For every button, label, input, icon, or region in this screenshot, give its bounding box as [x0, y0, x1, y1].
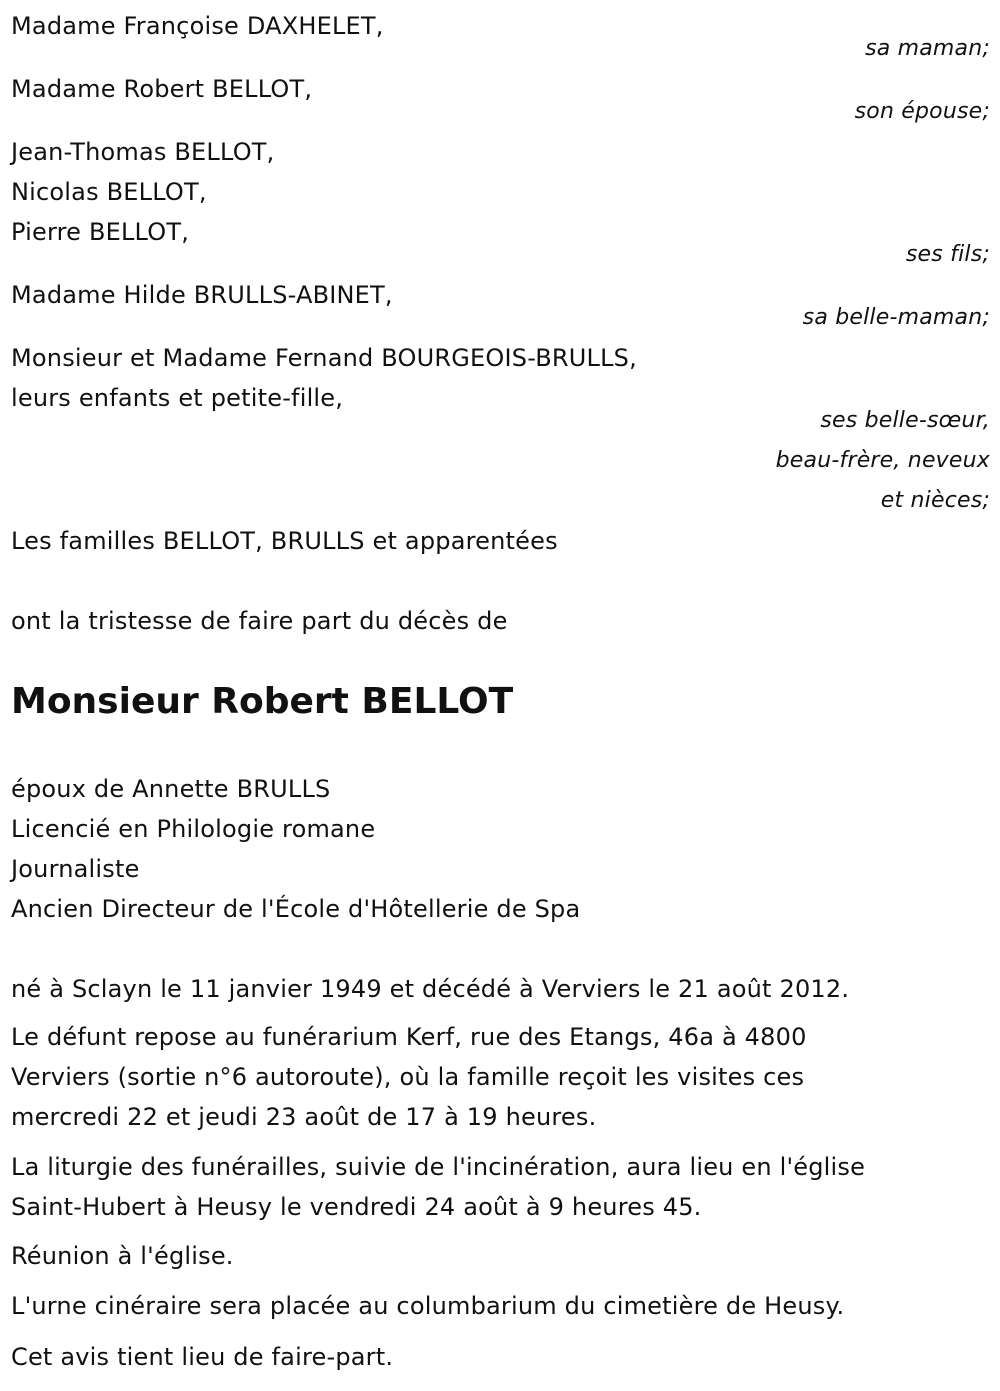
in-laws-relation: beau-frère, neveux	[775, 448, 990, 473]
funerarium-line: Le défunt repose au funérarium Kerf, rue des Etangs, 46a à 4800	[11, 1023, 807, 1051]
in-laws-name: Monsieur et Madame Fernand BOURGEOIS-BRULLS,	[11, 344, 637, 372]
urn-line: L'urne cinéraire sera placée au columbarium du cimetière de Heusy.	[11, 1292, 845, 1320]
meeting-line: Réunion à l'église.	[11, 1242, 234, 1270]
mother-name: Madame Françoise DAXHELET,	[11, 12, 384, 40]
mother-in-law-relation: sa belle-maman;	[802, 305, 990, 330]
deceased-detail: Ancien Directeur de l'École d'Hôtellerie de Spa	[11, 895, 581, 923]
deceased-name: Monsieur Robert BELLOT	[11, 681, 514, 722]
birth-death-line: né à Sclayn le 11 janvier 1949 et décédé à Verviers le 21 août 2012.	[11, 975, 850, 1003]
deceased-detail: Journaliste	[11, 855, 140, 883]
announcement-line: ont la tristesse de faire part du décès de	[11, 607, 508, 635]
in-laws-relation: ses belle-sœur,	[820, 408, 990, 433]
son-name: Nicolas BELLOT,	[11, 178, 207, 206]
in-laws-children: leurs enfants et petite-fille,	[11, 384, 344, 412]
families-line: Les familles BELLOT, BRULLS et apparentées	[11, 527, 558, 555]
notice-line: Cet avis tient lieu de faire-part.	[11, 1343, 394, 1371]
in-laws-relation: et nièces;	[880, 488, 990, 513]
son-name: Jean-Thomas BELLOT,	[11, 138, 275, 166]
liturgy-line: Saint-Hubert à Heusy le vendredi 24 août à 9 heures 45.	[11, 1193, 702, 1221]
sons-relation: ses fils;	[905, 242, 990, 267]
wife-name: Madame Robert BELLOT,	[11, 75, 313, 103]
deceased-detail: époux de Annette BRULLS	[11, 775, 331, 803]
wife-relation: son épouse;	[854, 99, 990, 124]
liturgy-line: La liturgie des funérailles, suivie de l'incinération, aura lieu en l'église	[11, 1153, 866, 1181]
mother-in-law-name: Madame Hilde BRULLS-ABINET,	[11, 281, 393, 309]
son-name: Pierre BELLOT,	[11, 218, 190, 246]
funerarium-line: Verviers (sortie n°6 autoroute), où la famille reçoit les visites ces	[11, 1063, 805, 1091]
funerarium-line: mercredi 22 et jeudi 23 août de 17 à 19 heures.	[11, 1103, 597, 1131]
mother-relation: sa maman;	[865, 36, 990, 61]
deceased-detail: Licencié en Philologie romane	[11, 815, 376, 843]
